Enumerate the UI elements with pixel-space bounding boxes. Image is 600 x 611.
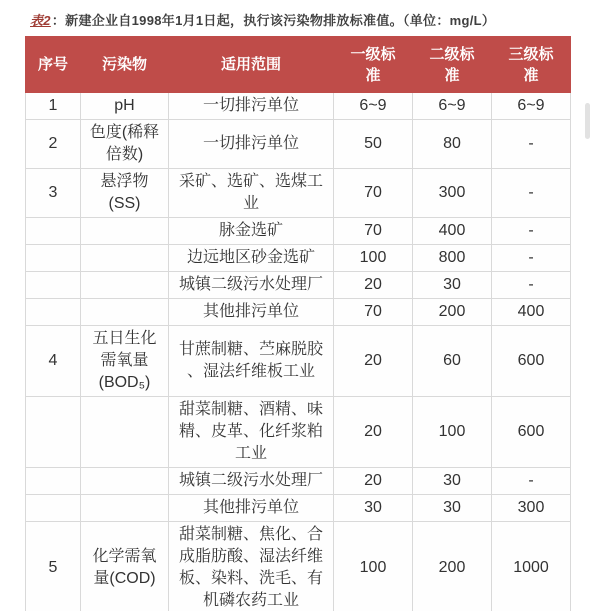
- emission-standards-table: [25, 36, 571, 611]
- serial-number-cell: [26, 272, 81, 299]
- grade2-value-cell: 200: [413, 299, 492, 326]
- scope-cell: 一切排污单位: [169, 120, 334, 169]
- scope-cell: 甜菜制糖、焦化、合成脂肪酸、湿法纤维板、染料、洗毛、有机磷农药工业: [169, 522, 334, 611]
- grade3-value-cell: -: [492, 169, 571, 218]
- pollutant-cell: 悬浮物(SS): [81, 169, 169, 218]
- table-row: [26, 326, 571, 397]
- table-row: [26, 397, 571, 468]
- serial-number-cell: 1: [26, 93, 81, 120]
- pollutant-cell: [81, 397, 169, 468]
- table-row: [26, 245, 571, 272]
- grade2-value-cell: 30: [413, 272, 492, 299]
- table-row: [26, 272, 571, 299]
- serial-number-cell: [26, 397, 81, 468]
- grade2-value-cell: 30: [413, 495, 492, 522]
- pollutant-cell: pH: [81, 93, 169, 120]
- page: [0, 10, 600, 611]
- grade1-value-cell: 20: [334, 397, 413, 468]
- pollutant-cell: 化学需氧量(COD): [81, 522, 169, 611]
- scope-cell: 脉金选矿: [169, 218, 334, 245]
- grade1-value-cell: 20: [334, 326, 413, 397]
- scope-cell: 甜菜制糖、酒精、味精、皮革、化纤浆粕工业: [169, 397, 334, 468]
- table-caption-label: 表2: [30, 13, 51, 28]
- grade3-value-cell: -: [492, 218, 571, 245]
- scope-cell: 甘蔗制糖、苎麻脱胶、湿法纤维板工业: [169, 326, 334, 397]
- grade3-value-cell: -: [492, 120, 571, 169]
- pollutant-cell: [81, 218, 169, 245]
- pollutant-cell: 五日生化需氧量(BOD₅): [81, 326, 169, 397]
- scope-cell: 其他排污单位: [169, 299, 334, 326]
- grade2-value-cell: 400: [413, 218, 492, 245]
- grade1-value-cell: 70: [334, 299, 413, 326]
- scope-cell: 城镇二级污水处理厂: [169, 272, 334, 299]
- serial-number-cell: 2: [26, 120, 81, 169]
- grade3-value-cell: 1000: [492, 522, 571, 611]
- scope-cell: 边远地区砂金选矿: [169, 245, 334, 272]
- header-pollutant: 污染物: [81, 37, 169, 93]
- grade3-value-cell: 600: [492, 397, 571, 468]
- table-row: [26, 468, 571, 495]
- header-serial-number: 序号: [26, 37, 81, 93]
- serial-number-cell: 3: [26, 169, 81, 218]
- grade2-value-cell: 30: [413, 468, 492, 495]
- serial-number-cell: [26, 495, 81, 522]
- grade1-value-cell: 50: [334, 120, 413, 169]
- table-row: [26, 522, 571, 611]
- serial-number-cell: 5: [26, 522, 81, 611]
- serial-number-cell: 4: [26, 326, 81, 397]
- header-grade3-standard: 三级标准: [492, 37, 571, 93]
- table-row: [26, 120, 571, 169]
- pollutant-cell: [81, 495, 169, 522]
- grade3-value-cell: 600: [492, 326, 571, 397]
- scope-cell: 其他排污单位: [169, 495, 334, 522]
- grade2-value-cell: 80: [413, 120, 492, 169]
- grade1-value-cell: 70: [334, 169, 413, 218]
- table-row: [26, 495, 571, 522]
- table-caption-text: ：新建企业自1998年1月1日起，执行该污染物排放标准值。（单位：mg/L）: [51, 13, 496, 28]
- grade2-value-cell: 800: [413, 245, 492, 272]
- grade1-value-cell: 6~9: [334, 93, 413, 120]
- table-row: [26, 218, 571, 245]
- table-row: [26, 93, 571, 120]
- grade2-value-cell: 6~9: [413, 93, 492, 120]
- grade3-value-cell: -: [492, 272, 571, 299]
- grade3-value-cell: -: [492, 245, 571, 272]
- serial-number-cell: [26, 299, 81, 326]
- table-header-row: [26, 37, 571, 93]
- grade1-value-cell: 100: [334, 245, 413, 272]
- grade1-value-cell: 70: [334, 218, 413, 245]
- header-applicable-scope: 适用范围: [169, 37, 334, 93]
- pollutant-cell: [81, 245, 169, 272]
- grade1-value-cell: 20: [334, 468, 413, 495]
- grade1-value-cell: 30: [334, 495, 413, 522]
- serial-number-cell: [26, 468, 81, 495]
- scope-cell: 一切排污单位: [169, 93, 334, 120]
- table-row: [26, 299, 571, 326]
- page-scrollbar-thumb[interactable]: [585, 103, 590, 139]
- header-grade1-standard: 一级标准: [334, 37, 413, 93]
- grade3-value-cell: 300: [492, 495, 571, 522]
- table-row: [26, 169, 571, 218]
- grade2-value-cell: 60: [413, 326, 492, 397]
- pollutant-cell: [81, 468, 169, 495]
- grade3-value-cell: 6~9: [492, 93, 571, 120]
- grade3-value-cell: -: [492, 468, 571, 495]
- grade2-value-cell: 100: [413, 397, 492, 468]
- scope-cell: 采矿、选矿、选煤工业: [169, 169, 334, 218]
- grade1-value-cell: 100: [334, 522, 413, 611]
- table-caption: [30, 10, 600, 29]
- grade3-value-cell: 400: [492, 299, 571, 326]
- grade2-value-cell: 200: [413, 522, 492, 611]
- header-grade2-standard: 二级标准: [413, 37, 492, 93]
- grade1-value-cell: 20: [334, 272, 413, 299]
- pollutant-cell: [81, 272, 169, 299]
- serial-number-cell: [26, 218, 81, 245]
- scope-cell: 城镇二级污水处理厂: [169, 468, 334, 495]
- pollutant-cell: [81, 299, 169, 326]
- grade2-value-cell: 300: [413, 169, 492, 218]
- serial-number-cell: [26, 245, 81, 272]
- pollutant-cell: 色度(稀释倍数): [81, 120, 169, 169]
